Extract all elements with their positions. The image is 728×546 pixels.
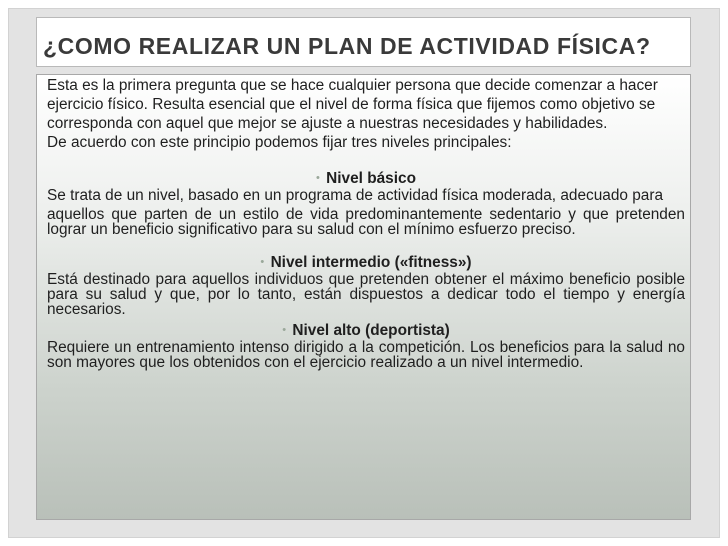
bullet-icon: •: [282, 324, 287, 336]
heading-nivel-intermedio: [47, 253, 685, 272]
paragraph-levels-intro: De acuerdo con este principio podemos fijar tres niveles principales:: [47, 134, 512, 151]
paragraph-alto: Requiere un entrenamiento intenso dirigido a la competición. Los beneficios para la salud no son mayores que los obtenidos con el ejercicio realizado a un nivel intermedio.: [47, 339, 685, 371]
content-text: [47, 78, 685, 374]
paragraph-objective: ejercicio físico. Resulta esencial que el nivel de forma física que fijemos como objetivo se: [47, 96, 656, 113]
paragraph-basico-1: Se trata de un nivel, basado en un programa de actividad física moderada, adecuado para: [47, 187, 664, 204]
bullet-icon: •: [260, 256, 265, 268]
slide-title: ¿COMO REALIZAR UN PLAN DE ACTIVIDAD FÍSICA?: [43, 33, 651, 59]
heading-label: Nivel básico: [326, 170, 416, 187]
bullet-icon: •: [316, 172, 320, 184]
paragraph-intro: Esta es la primera pregunta que se hace cualquier persona que decide comenzar a hacer: [47, 77, 658, 94]
paragraph-intermedio: Está destinado para aquellos individuos que pretenden obtener el máximo beneficio posible para su salud y que, por lo tanto, están dispuestos a dedicar todo el tiempo y energía necesarios.: [47, 271, 685, 318]
heading-label: Nivel alto (deportista): [292, 322, 450, 339]
heading-nivel-basico: [47, 169, 685, 188]
heading-label: Nivel intermedio («fitness»): [270, 254, 472, 271]
paragraph-needs: corresponda con aquel que mejor se ajuste a nuestras necesidades y habilidades.: [47, 115, 608, 132]
paragraph-basico-2: aquellos que parten de un estilo de vida predominantemente sedentario y que pretenden lograr un beneficio significativo para su salud con el mínimo esfuerzo preciso.: [47, 206, 685, 238]
spacer: [47, 154, 685, 169]
spacer: [47, 241, 685, 253]
heading-nivel-alto: [47, 321, 685, 340]
